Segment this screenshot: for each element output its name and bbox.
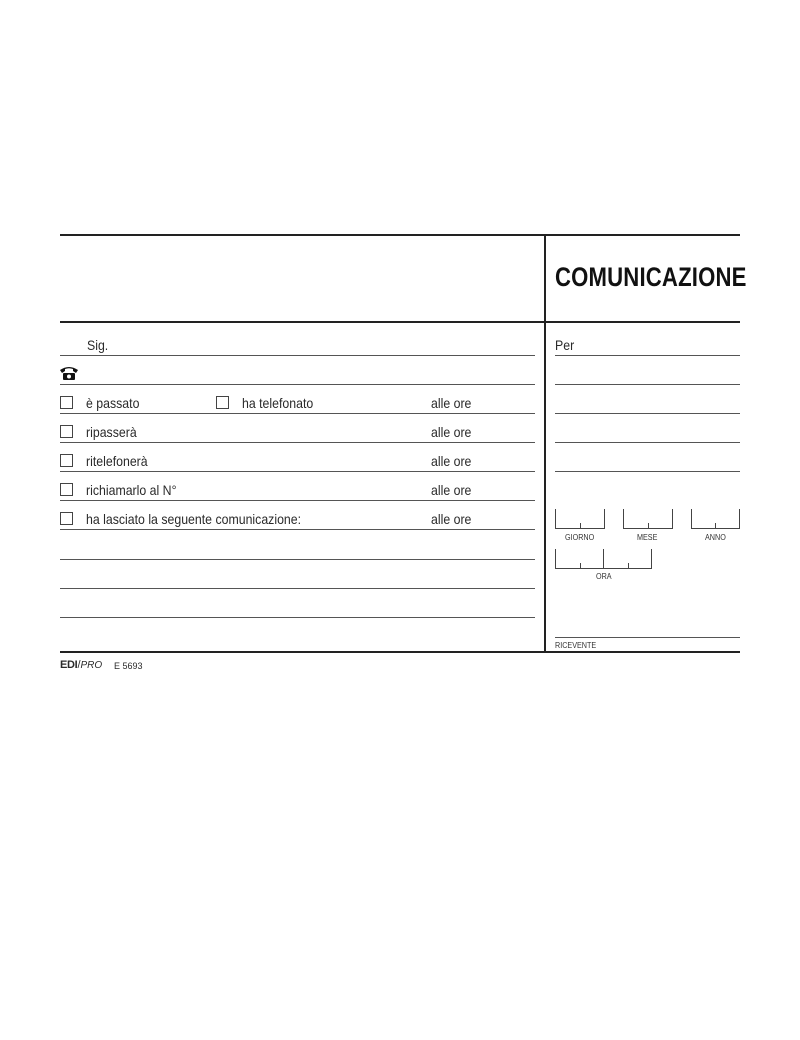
day-label: GIORNO [565, 533, 595, 542]
row-line-2[interactable] [60, 442, 535, 443]
time-label-3: alle ore [431, 453, 472, 469]
brand-logo-bold: EDI [60, 659, 78, 671]
header-divider [60, 321, 740, 323]
form-title: COMUNICAZIONE [555, 262, 747, 292]
time-label-4: alle ore [431, 482, 472, 498]
column-divider [544, 234, 546, 652]
year-field-tick [715, 523, 716, 528]
row-line-4[interactable] [60, 500, 535, 501]
checkbox-comunicazione[interactable] [60, 512, 73, 525]
year-label: ANNO [705, 533, 726, 542]
message-line[interactable] [60, 617, 535, 618]
brand-logo [60, 660, 102, 671]
receiver-label: RICEVENTE [555, 641, 597, 650]
option-ripassera-label: ripasserà [86, 424, 137, 440]
form-bottom-border [60, 651, 740, 653]
brand-logo-slash: / [77, 659, 81, 671]
row-line-1[interactable] [60, 413, 535, 414]
hour-field-tick [628, 563, 629, 568]
time-label-5: alle ore [431, 511, 472, 527]
sig-line[interactable] [60, 355, 535, 356]
checkbox-telefonato[interactable] [216, 396, 229, 409]
message-line[interactable] [60, 559, 535, 560]
row-line-3[interactable] [60, 471, 535, 472]
product-code: E 5693 [114, 661, 143, 671]
hour-field-separator [603, 549, 604, 569]
sig-label: Sig. [87, 337, 109, 353]
option-ritelefonera-label: ritelefonerà [86, 453, 148, 469]
checkbox-richiamarlo[interactable] [60, 483, 73, 496]
recipient-line[interactable] [555, 413, 740, 414]
hour-field-tick [580, 563, 581, 568]
message-line[interactable] [60, 588, 535, 589]
recipient-line[interactable] [555, 471, 740, 472]
form-top-border [60, 234, 740, 236]
telephone-icon [59, 364, 79, 382]
time-label-1: alle ore [431, 395, 472, 411]
hour-label: ORA [596, 572, 612, 581]
per-line[interactable] [555, 355, 740, 356]
time-label-2: alle ore [431, 424, 472, 440]
option-passato-label: è passato [86, 395, 140, 411]
month-field-tick [648, 523, 649, 528]
checkbox-ritelefonera[interactable] [60, 454, 73, 467]
recipient-line[interactable] [555, 384, 740, 385]
checkbox-ripassera[interactable] [60, 425, 73, 438]
recipient-line[interactable] [555, 442, 740, 443]
row-line-5[interactable] [60, 529, 535, 530]
day-field-tick [580, 523, 581, 528]
month-label: MESE [637, 533, 658, 542]
receiver-line[interactable] [555, 637, 740, 638]
brand-logo-italic: PRO [80, 660, 103, 671]
per-label: Per [555, 337, 575, 353]
option-richiamarlo-label: richiamarlo al N° [86, 482, 177, 498]
phone-line[interactable] [60, 384, 535, 385]
option-comunicazione-label: ha lasciato la seguente comunicazione: [86, 511, 302, 527]
checkbox-passato[interactable] [60, 396, 73, 409]
option-telefonato-label: ha telefonato [242, 395, 314, 411]
